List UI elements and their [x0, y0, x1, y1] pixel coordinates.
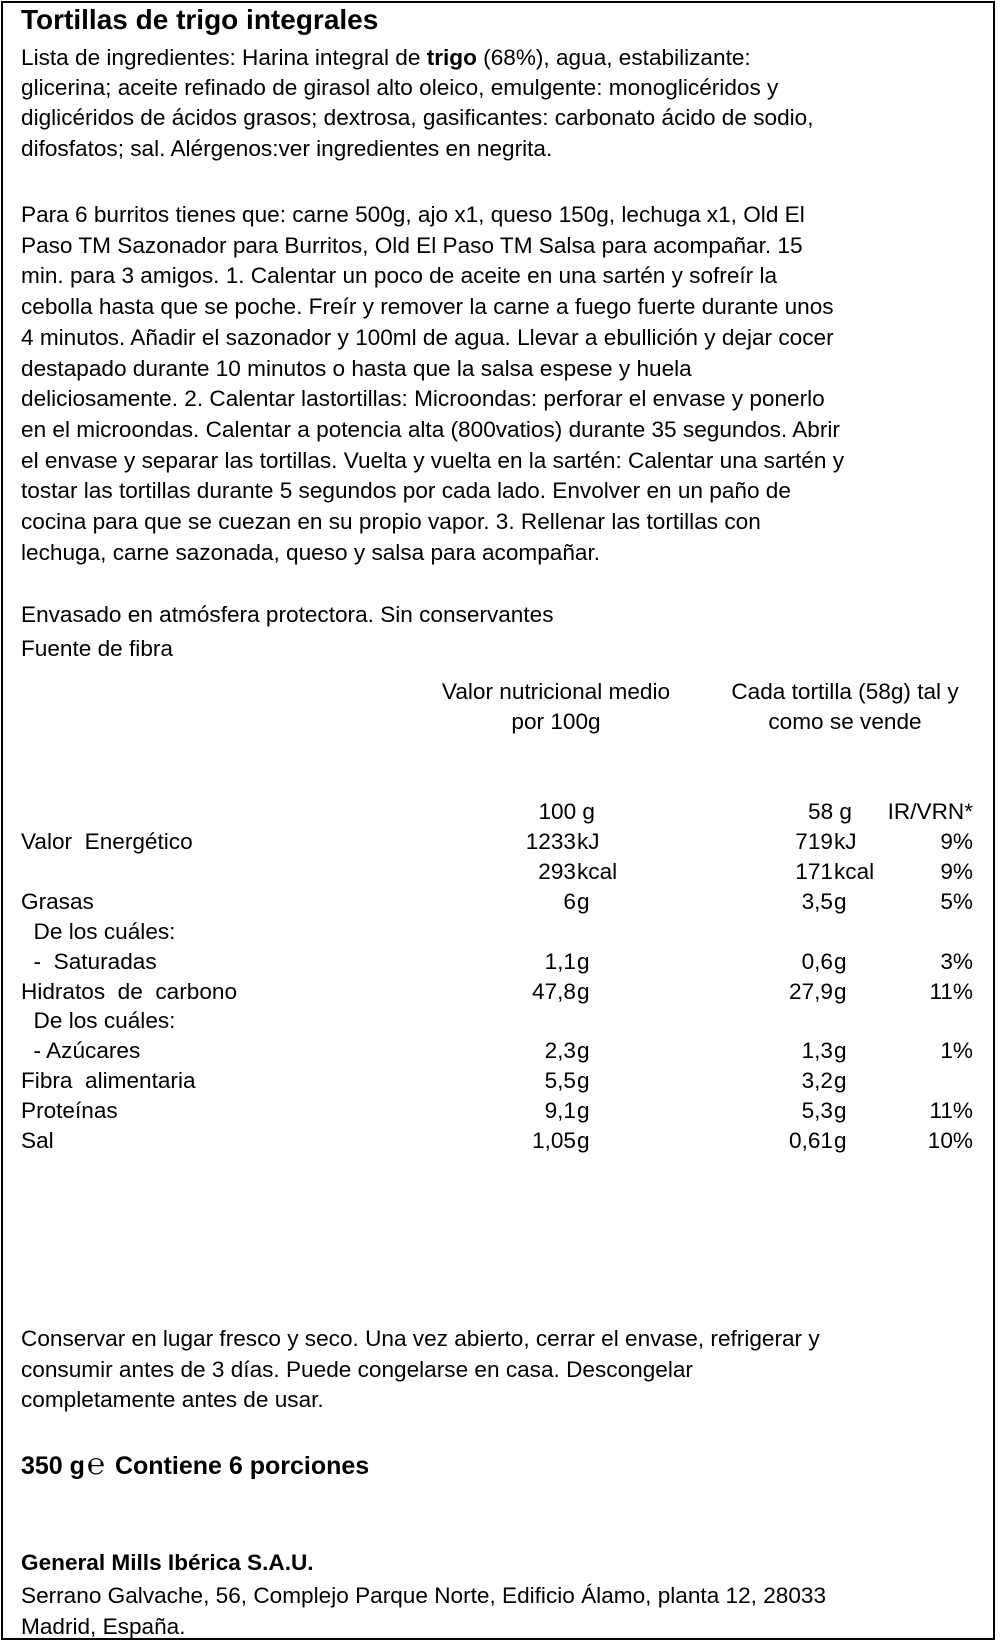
- nutrient-label: Sal: [21, 1128, 54, 1153]
- net-weight: 350 g: [21, 1452, 85, 1480]
- storage-line: consumir antes de 3 días. Puede congelarse en casa. Descongelar: [21, 1357, 693, 1382]
- nutrient-label: Proteínas: [21, 1098, 118, 1124]
- packaging-note: Envasado en atmósfera protectora. Sin conservantes: [21, 602, 554, 627]
- ir-vrn-percent: 5%: [940, 888, 973, 914]
- unit-per-100g: g: [577, 1038, 590, 1064]
- subheader-58g: 58 g: [808, 799, 852, 824]
- nutrient-label: Grasas: [21, 888, 94, 914]
- value-per-100g: 293: [538, 858, 576, 884]
- value-per-serving: 3,2: [801, 1068, 833, 1094]
- nutrient-label: - Saturadas: [21, 948, 157, 974]
- unit-per-100g: kcal: [577, 858, 618, 884]
- recipe-line: en el microondas. Calentar a potencia alta (800vatios) durante 35 segundos. Abrir: [21, 416, 840, 442]
- value-per-100g: 1,05: [532, 1128, 576, 1153]
- value-per-serving: 5,3: [801, 1098, 833, 1124]
- unit-per-serving: g: [834, 1068, 847, 1094]
- nutrient-label: De los cuáles:: [21, 1008, 176, 1034]
- recipe-line: 4 minutos. Añadir el sazonador y 100ml de agua. Llevar a ebullición y dejar cocer: [21, 324, 834, 350]
- recipe-line: destapado durante 10 minutos o hasta que la salsa espese y huela: [21, 355, 692, 381]
- value-per-100g: 1233: [525, 829, 576, 854]
- value-per-100g: 1,1: [544, 948, 576, 974]
- storage-line: Conservar en lugar fresco y seco. Una vez abierto, cerrar el envase, refrigerar y: [21, 1326, 820, 1351]
- value-per-100g: 5,5: [544, 1068, 576, 1094]
- recipe-line: Paso TM Sazonador para Burritos, Old El Paso TM Salsa para acompañar. 15: [21, 232, 803, 258]
- unit-per-serving: g: [834, 978, 847, 1004]
- subheader-100g: 100 g: [538, 799, 595, 824]
- unit-per-100g: g: [577, 1068, 590, 1094]
- ir-vrn-percent: 10%: [927, 1128, 973, 1153]
- nutrient-label: De los cuáles:: [21, 918, 176, 944]
- product-title: Tortillas de trigo integrales: [21, 4, 379, 35]
- recipe-line: deliciosamente. 2. Calentar lastortillas: Microondas: perforar el envase y ponerlo: [21, 386, 825, 412]
- company-name: General Mills Ibérica S.A.U.: [21, 1550, 314, 1575]
- nutrient-label: Hidratos de carbono: [21, 978, 238, 1004]
- ingredients-line: difosfatos; sal. Alérgenos:ver ingredientes en negrita.: [21, 136, 553, 161]
- unit-per-serving: g: [834, 888, 847, 914]
- value-per-serving: 719: [795, 829, 833, 854]
- ir-vrn-percent: 3%: [940, 948, 973, 974]
- unit-per-100g: g: [577, 948, 590, 974]
- ir-vrn-percent: 1%: [940, 1038, 973, 1064]
- unit-per-100g: g: [577, 978, 590, 1004]
- nutrient-label: Valor Energético: [21, 829, 193, 854]
- unit-per-100g: g: [577, 1098, 590, 1124]
- value-per-serving: 3,5: [801, 888, 833, 914]
- header-line: por 100g: [511, 709, 601, 734]
- recipe-line: cocina para que se cuezan en su propio vapor. 3. Rellenar las tortillas con: [21, 509, 761, 534]
- unit-per-serving: g: [834, 1038, 847, 1064]
- unit-per-serving: g: [834, 948, 847, 974]
- unit-per-serving: g: [834, 1098, 847, 1124]
- estimated-sign-icon: ℮: [86, 1447, 105, 1482]
- unit-per-100g: g: [577, 888, 590, 914]
- value-per-100g: 6: [563, 888, 576, 914]
- value-per-100g: 47,8: [532, 978, 576, 1004]
- recipe-line: Para 6 burritos tienes que: carne 500g, ajo x1, queso 150g, lechuga x1, Old El: [21, 202, 805, 227]
- ir-vrn-percent: 11%: [929, 1098, 973, 1124]
- recipe-line: lechuga, carne sazonada, queso y salsa para acompañar.: [21, 539, 601, 565]
- ingredients-line: diglicéridos de ácidos grasos; dextrosa, gasificantes: carbonato ácido de sodio,: [21, 105, 814, 130]
- net-content: [21, 1447, 370, 1482]
- unit-per-100g: g: [577, 1128, 590, 1153]
- ir-vrn-percent: 9%: [940, 858, 973, 884]
- unit-per-serving: g: [834, 1128, 847, 1153]
- nutrient-label: - Azúcares: [21, 1038, 141, 1064]
- ingredients-text: Lista de ingredientes: Harina integral de: [21, 45, 427, 70]
- unit-per-100g: kJ: [577, 829, 600, 854]
- value-per-serving: 171: [795, 858, 833, 884]
- subheader-ir-vrn: IR/VRN*: [887, 799, 973, 824]
- ingredients-line: [21, 45, 751, 71]
- portions: Contiene 6 porciones: [114, 1452, 370, 1480]
- storage-line: completamente antes de usar.: [21, 1387, 324, 1412]
- nutrient-label: Fibra alimentaria: [21, 1068, 196, 1094]
- allergen-bold: trigo: [426, 45, 477, 70]
- value-per-100g: 9,1: [544, 1098, 576, 1124]
- value-per-serving: 0,6: [801, 948, 833, 974]
- unit-per-serving: kcal: [834, 858, 875, 884]
- unit-per-serving: kJ: [834, 829, 857, 854]
- address-line: Serrano Galvache, 56, Complejo Parque Norte, Edificio Álamo, planta 12, 28033: [21, 1583, 827, 1608]
- address-line: Madrid, España.: [21, 1614, 186, 1639]
- value-per-serving: 1,3: [801, 1038, 833, 1064]
- value-per-serving: 27,9: [789, 978, 833, 1004]
- recipe-line: cebolla hasta que se poche. Freír y remover la carne a fuego fuerte durante unos: [21, 294, 834, 320]
- nutrition-header-per-serving: [700, 677, 990, 737]
- value-per-100g: 2,3: [544, 1038, 576, 1064]
- ingredients-text: (68%), agua, estabilizante:: [476, 45, 751, 70]
- ir-vrn-percent: 9%: [940, 829, 973, 854]
- fiber-claim: Fuente de fibra: [21, 636, 173, 661]
- header-line: como se vende: [768, 709, 922, 734]
- header-line: Cada tortilla (58g) tal y: [731, 679, 959, 704]
- header-line: Valor nutricional medio: [441, 679, 671, 704]
- value-per-serving: 0,61: [789, 1128, 833, 1153]
- nutrition-header-per-100g: [416, 677, 696, 737]
- recipe-line: min. para 3 amigos. 1. Calentar un poco de aceite en una sartén y sofreír la: [21, 263, 778, 289]
- ingredients-line: glicerina; aceite refinado de girasol alto oleico, emulgente: monoglicéridos y: [21, 75, 779, 100]
- recipe-line: el envase y separar las tortillas. Vuelta y vuelta en la sartén: Calentar una sartén y: [21, 447, 845, 473]
- ir-vrn-percent: 11%: [929, 978, 973, 1004]
- recipe-line: tostar las tortillas durante 5 segundos por cada lado. Envolver en un paño de: [21, 478, 791, 504]
